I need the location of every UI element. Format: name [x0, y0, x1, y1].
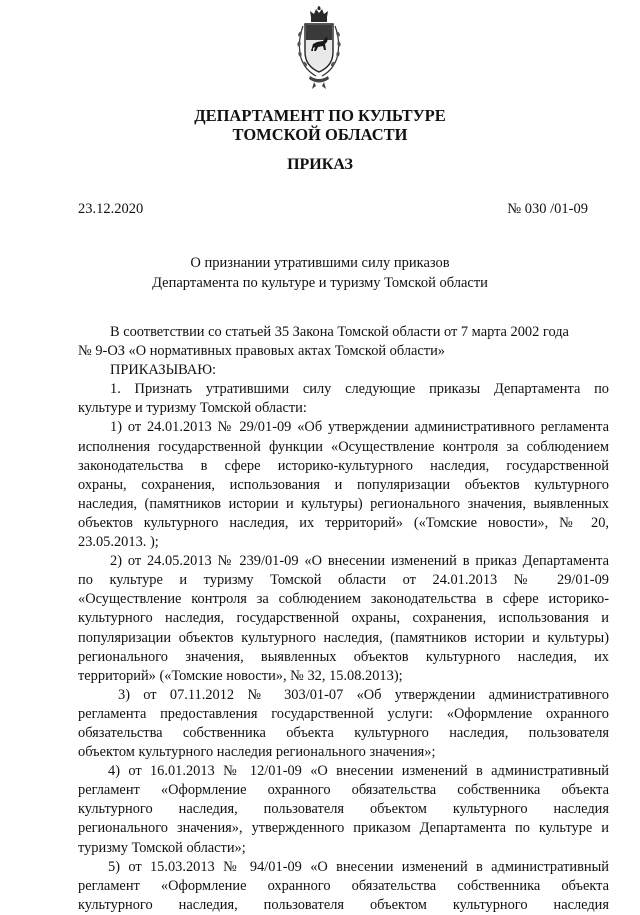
body-line: ПРИКАЗЫВАЮ: — [110, 362, 217, 379]
body-line: туризму Томской области»; — [78, 839, 246, 856]
body-line: исполнения государственной функции «Осуществление контроля за соблюдением — [78, 438, 609, 455]
body-line: объектов культурного наследия, их территорий» («Томские новости», № 20, — [78, 514, 609, 531]
body-line: «Осуществление контроля за соблюдением законодательства в сфере историко- — [78, 591, 609, 608]
body-line: № 9-ОЗ «О нормативных правовых актах Томской области» — [78, 343, 445, 360]
document-number: № 030 /01-09 — [507, 201, 588, 217]
body-line: 3) от 07.11.2012 № 303/01-07 «Об утверждении административного — [118, 686, 609, 703]
body-line: 1) от 24.01.2013 № 29/01-09 «Об утверждении административного регламента — [110, 419, 609, 436]
body-line: охраны, сохранения, использования и популяризации объектов культурного — [78, 476, 609, 493]
department-title-line1: ДЕПАРТАМЕНТ ПО КУЛЬТУРЕ — [194, 106, 446, 125]
body-line: объектом культурного наследия регионального значения»; — [78, 744, 436, 761]
body-line: регламент «Оформление охранного обязательства собственника объекта — [78, 877, 609, 894]
body-line: регионального значения», утвержденного приказом Департамента по культуре и — [78, 820, 609, 837]
subject-line: О признании утратившими силу приказов — [190, 255, 450, 271]
document-date: 23.12.2020 — [78, 201, 144, 217]
subject-line: Департамента по культуре и туризму Томской области — [152, 275, 488, 291]
body-line: 4) от 16.01.2013 № 12/01-09 «О внесении изменений в административный — [108, 763, 609, 780]
body-line: 23.05.2013. ); — [78, 534, 159, 551]
body-line: культурного наследия, государственной охраны, сохранения, использования и — [78, 610, 609, 627]
body-line: регионального значения, выявленных объектов культурного наследия, их — [78, 648, 609, 665]
coat-of-arms-icon — [296, 6, 342, 90]
body-line: регламент «Оформление охранного обязательства собственника объекта — [78, 782, 609, 799]
document-body — [78, 323, 609, 915]
document-type-title: ПРИКАЗ — [287, 156, 353, 173]
department-title-line2: ТОМСКОЙ ОБЛАСТИ — [232, 125, 408, 144]
body-line: В соответствии со статьей 35 Закона Томской области от 7 марта 2002 года — [110, 324, 569, 340]
body-line: территорий» («Томские новости», № 32, 15.08.2013); — [78, 667, 403, 684]
body-line: 1. Признать утратившими силу следующие приказы Департамента по — [110, 381, 609, 398]
body-line: культурного наследия, пользователя объектом культурного наследия — [78, 801, 609, 818]
body-line: культурного наследия, пользователя объектом культурного наследия — [78, 896, 609, 913]
body-line: законодательства в сфере историко-культурного наследия, государственной — [78, 457, 609, 474]
body-line: регламента предоставления государственной услуги: «Оформление охранного — [78, 705, 609, 722]
body-line: обязательства собственника объекта культурного наследия, пользователя — [78, 724, 609, 741]
body-line: наследия, (памятников истории и культуры) регионального значения, выявленных — [78, 495, 609, 512]
body-line: 2) от 24.05.2013 № 239/01-09 «О внесении изменений в приказ Департамента — [110, 553, 609, 570]
document-subject — [0, 253, 640, 293]
body-line: 5) от 15.03.2013 № 94/01-09 «О внесении изменений в административный — [108, 858, 609, 875]
body-line: популяризации объектов культурного наследия, (памятников истории и культуры) — [78, 629, 609, 646]
body-line: по культуре и туризму Томской области от 24.01.2013 № 29/01-09 — [78, 572, 609, 589]
body-line: культуре и туризму Томской области: — [78, 400, 307, 417]
